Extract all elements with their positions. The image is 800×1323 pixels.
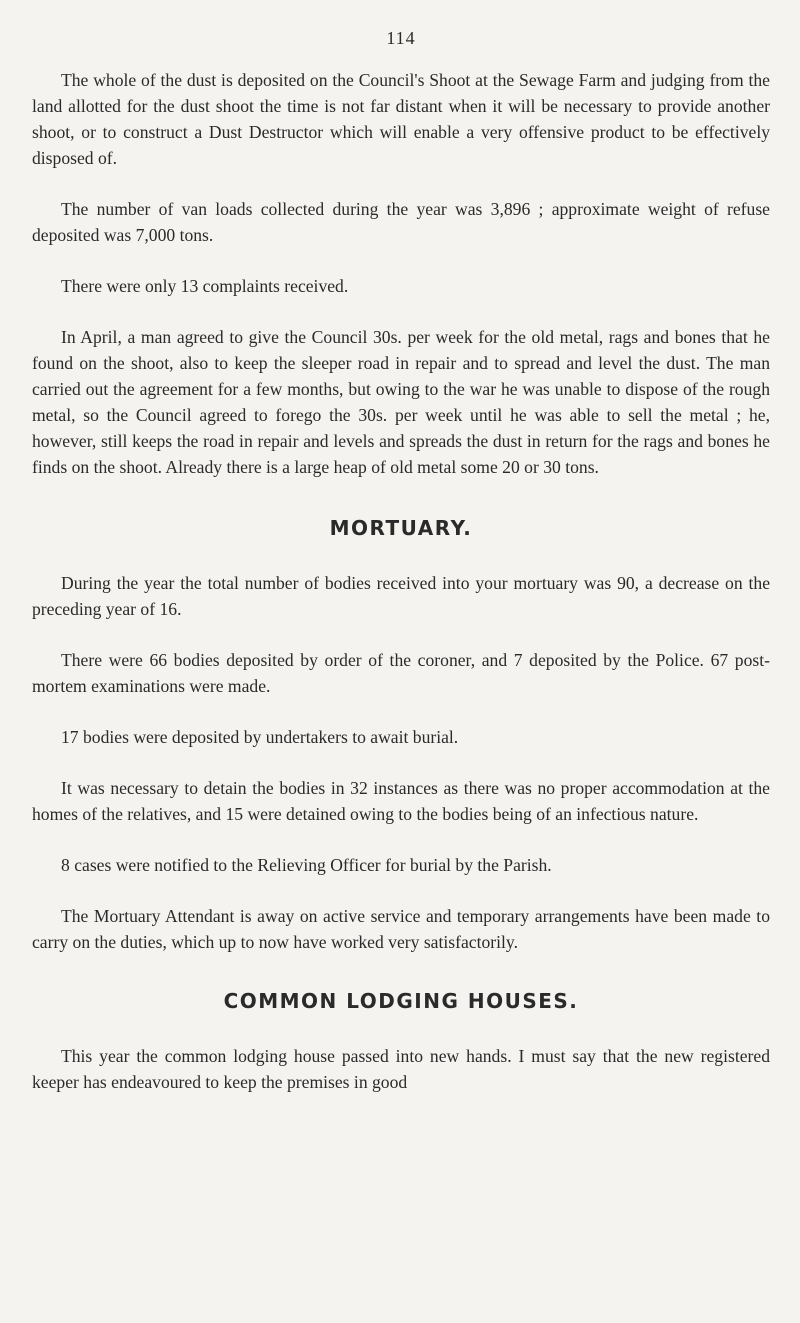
document-page: [32, 28, 770, 1120]
paragraph-complaints: There were only 13 complaints received.: [61, 276, 349, 296]
paragraph-dust-shoot: The whole of the dust is deposited on the Council's Shoot at the Sewage Farm and judging from the land allotted for the dust shoot the time is not far distant when it will be necessary to provide another shoot, or to construct a Dust Destructor which will enable a very offensive product to be effectively disposed of.: [32, 70, 770, 168]
page-number: 114: [386, 28, 416, 48]
paragraph-mortuary-attendant: The Mortuary Attendant is away on active service and temporary arrangements have been made to carry on the duties, which up to now have worked very satisfactorily.: [32, 906, 770, 952]
paragraph-undertakers: 17 bodies were deposited by undertakers to await burial.: [61, 727, 459, 747]
paragraph-lodging-house: This year the common lodging house passed into new hands. I must say that the new registered keeper has endeavoured to keep the premises in good: [32, 1046, 770, 1092]
section-heading-common-lodging-houses: COMMON LODGING HOUSES.: [223, 989, 579, 1013]
section-heading-mortuary: MORTUARY.: [329, 516, 473, 540]
paragraph-relieving-officer: 8 cases were notified to the Relieving Officer for burial by the Parish.: [61, 855, 552, 875]
paragraph-detained-bodies: It was necessary to detain the bodies in 32 instances as there was no proper accommodation at the homes of the relatives, and 15 were detained owing to the bodies being of an infectious nature.: [32, 778, 770, 824]
paragraph-van-loads: The number of van loads collected during the year was 3,896 ; approximate weight of refuse deposited was 7,000 tons.: [32, 199, 770, 245]
paragraph-metal-agreement: In April, a man agreed to give the Council 30s. per week for the old metal, rags and bones that he found on the shoot, also to keep the sleeper road in repair and to spread and level the dust. The man carried out the agreement for a few months, but owing to the war he was unable to dispose of the rough metal, so the Council agreed to forego the 30s. per week until he was able to sell the metal ; he, however, still keeps the road in repair and levels and spreads the dust in return for the rags and bones he finds on the shoot. Already there is a large heap of old metal some 20 or 30 tons.: [32, 327, 770, 477]
paragraph-coroner-police: There were 66 bodies deposited by order of the coroner, and 7 deposited by the Police. 67 post-mortem examinations were made.: [32, 650, 770, 696]
paragraph-bodies-received: During the year the total number of bodies received into your mortuary was 90, a decrease on the preceding year of 16.: [32, 573, 770, 619]
